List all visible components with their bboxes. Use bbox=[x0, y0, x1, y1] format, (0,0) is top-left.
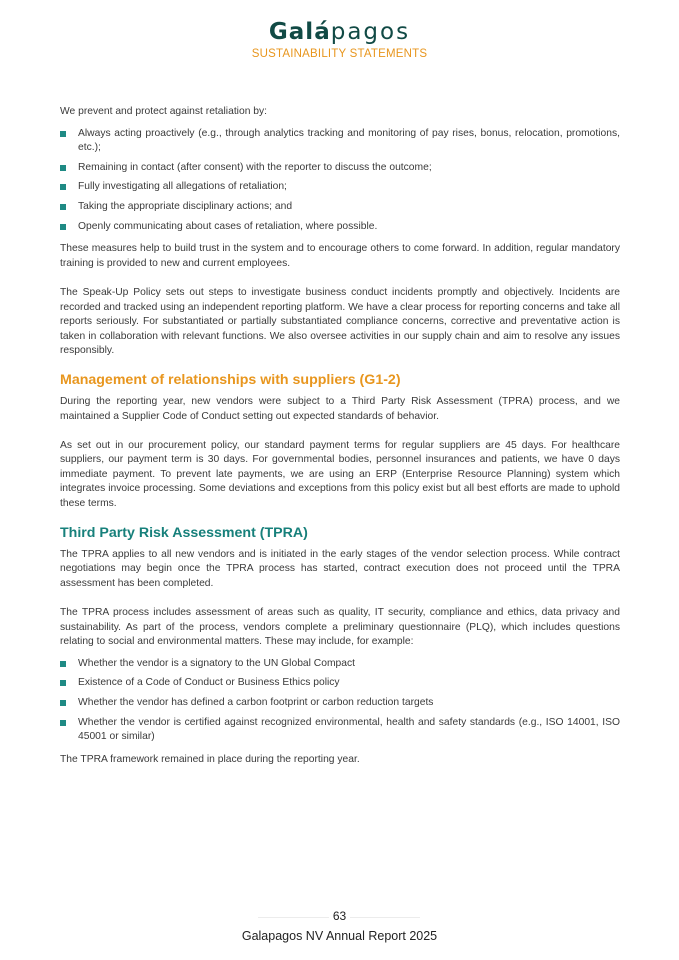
page-header bbox=[0, 18, 679, 60]
tpra-paragraph-2: The TPRA process includes assessment of areas such as quality, IT security, compliance and ethics, data privacy and sustainability. As part of the process, vendors complete a preliminary questionnaire (PLQ), which includes questions relating to social and environmental matters. These may include, for example: bbox=[60, 607, 620, 648]
retaliation-paragraph-2: The Speak-Up Policy sets out steps to investigate business conduct incidents promptly and objectively. Incidents are recorded and tracked using an independent reporting platform. We have a clear process for reporting concerns and take all reports seriously. For substantiated or partially substantiated compliance concerns, corrective and preventative action is taken in collaboration with relevant functions. We also oversee activities in our supply chain and aim to resolve any issues responsibly. bbox=[60, 286, 620, 357]
list-item bbox=[60, 657, 620, 672]
galapagos-logo bbox=[0, 18, 679, 46]
list-item-text: Taking the appropriate disciplinary actions; and bbox=[78, 200, 293, 212]
list-item-text: Existence of a Code of Conduct or Business Ethics policy bbox=[78, 677, 340, 689]
page-number bbox=[0, 908, 679, 924]
list-item bbox=[60, 716, 620, 745]
square-bullet-icon bbox=[60, 224, 66, 230]
report-title: Galapagos NV Annual Report 2025 bbox=[241, 929, 438, 943]
list-item-text: Openly communicating about cases of retaliation, where possible. bbox=[78, 220, 378, 232]
tpra-paragraph-3: The TPRA framework remained in place during the reporting year. bbox=[60, 753, 360, 765]
square-bullet-icon bbox=[60, 661, 66, 667]
page-content bbox=[60, 105, 620, 767]
square-bullet-icon bbox=[60, 204, 66, 210]
square-bullet-icon bbox=[60, 700, 66, 706]
tpra-list bbox=[60, 657, 620, 745]
retaliation-paragraph-1: These measures help to build trust in the system and to encourage others to come forward. In addition, regular mandatory training is provided to new and current employees. bbox=[60, 243, 620, 269]
list-item bbox=[60, 200, 620, 215]
page-number-text: 63 bbox=[329, 909, 350, 923]
section-subtitle: SUSTAINABILITY STATEMENTS bbox=[251, 48, 428, 60]
suppliers-paragraph-1: During the reporting year, new vendors were subject to a Third Party Risk Assessment (TPRA) process, and we maintained a Supplier Code of Conduct setting out expected standards of behavior. bbox=[60, 395, 620, 422]
list-item-text: Whether the vendor has defined a carbon footprint or carbon reduction targets bbox=[78, 697, 434, 708]
list-item-text: Always acting proactively (e.g., through analytics tracking and monitoring of pay rises, bonus, relocation, promotions, etc.); bbox=[78, 127, 620, 154]
square-bullet-icon bbox=[60, 131, 66, 137]
logo-bold-part: Galá bbox=[268, 19, 331, 45]
list-item bbox=[60, 180, 620, 195]
tpra-heading: Third Party Risk Assessment (TPRA) bbox=[60, 524, 308, 541]
list-item bbox=[60, 127, 620, 156]
square-bullet-icon bbox=[60, 165, 66, 171]
retaliation-list bbox=[60, 127, 620, 235]
list-item bbox=[60, 676, 620, 691]
list-item bbox=[60, 220, 620, 235]
square-bullet-icon bbox=[60, 184, 66, 190]
tpra-paragraph-1: The TPRA applies to all new vendors and is initiated in the early stages of the vendor selection process. While contract negotiations may begin once the TPRA process has started, contract execution does not proceed until the TPRA assessment has been completed. bbox=[60, 548, 620, 589]
logo-light-part: pagos bbox=[330, 19, 411, 45]
square-bullet-icon bbox=[60, 680, 66, 686]
list-item-text: Fully investigating all allegations of retaliation; bbox=[78, 181, 287, 193]
list-item-text: Whether the vendor is certified against recognized environmental, health and safety standards (e.g., ISO 14001, ISO 45001 or similar) bbox=[78, 716, 620, 743]
list-item bbox=[60, 161, 620, 176]
suppliers-heading: Management of relationships with suppliers (G1-2) bbox=[60, 371, 401, 388]
retaliation-intro: We prevent and protect against retaliation by: bbox=[60, 106, 268, 117]
list-item-text: Whether the vendor is a signatory to the UN Global Compact bbox=[78, 657, 356, 669]
suppliers-paragraph-2: As set out in our procurement policy, our standard payment terms for regular suppliers are 45 days. For healthcare suppliers, our payment term is 30 days. For governmental bodies, personnel insurances and patients, we have 0 days immediate payment. To prevent late payments, we are using an ERP (Enterprise Resource Planning) system which integrates invoice processing. Some deviations and exceptions from this policy exist but all best efforts are made to uphold these terms. bbox=[60, 439, 620, 510]
list-item-text: Remaining in contact (after consent) with the reporter to discuss the outcome; bbox=[78, 161, 432, 173]
page-footer bbox=[0, 908, 679, 943]
list-item bbox=[60, 696, 620, 711]
square-bullet-icon bbox=[60, 720, 66, 726]
